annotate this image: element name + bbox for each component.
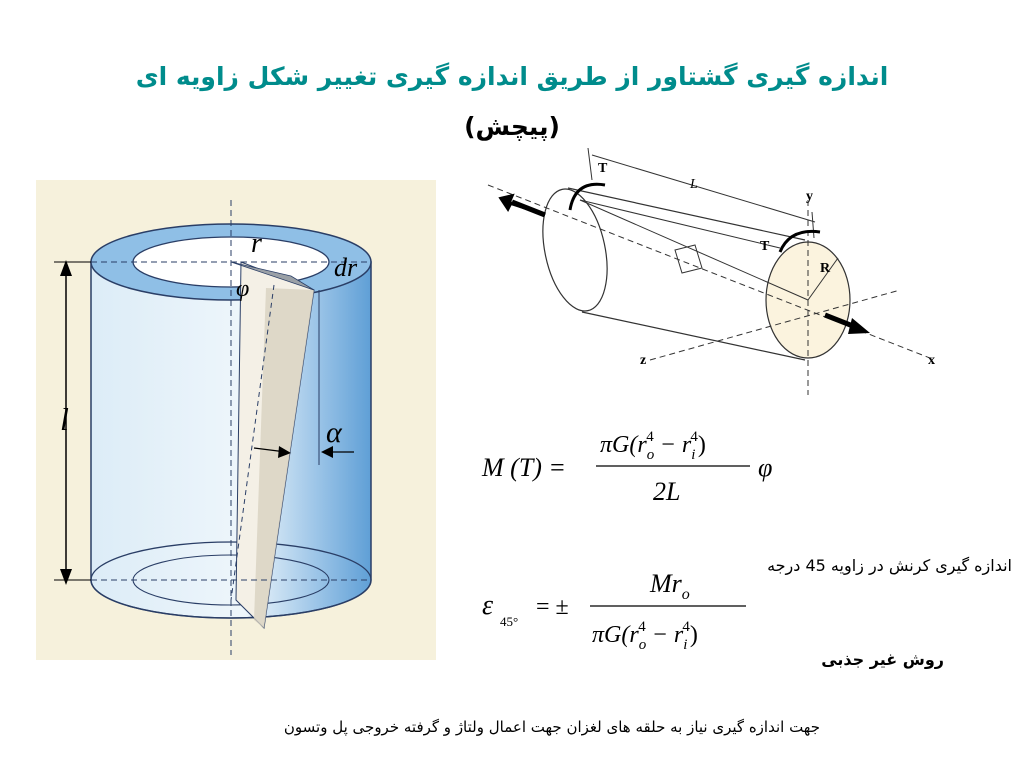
shaft-left-end (533, 183, 617, 317)
eq1-mid: − r (653, 432, 692, 458)
label-x: x (928, 353, 935, 368)
eq2-den-end: ) (689, 622, 698, 648)
torque-equation (478, 418, 798, 518)
eq2-lhs-sub: 45° (500, 614, 519, 629)
eq2-lhs: ε (482, 590, 494, 621)
label-dr: dr (334, 253, 358, 282)
length-dimension-line (592, 155, 815, 222)
eq2-den-sup-4a: 4 (638, 619, 646, 635)
eq2-den-sup-4b: 4 (682, 619, 690, 635)
length-tick-right (812, 212, 814, 238)
label-y: y (806, 189, 813, 204)
shaft-torque-figure (480, 140, 950, 400)
eq1-sup-4a: 4 (646, 429, 654, 445)
label-alpha: α (326, 416, 342, 449)
label-T-top: T (598, 161, 608, 176)
eq2-numerator: Mr (650, 569, 682, 598)
eq2-den-sub-i: i (683, 637, 688, 653)
eq1-sub-i: i (691, 447, 696, 463)
label-z: z (640, 353, 647, 368)
eq2-denominator-group (592, 619, 698, 653)
title-line-1: اندازه گیری گشتاور از طریق اندازه گیری تغییر شکل زاویه ای (135, 62, 889, 91)
eq2-den-sub-o: o (638, 637, 647, 653)
force-arrowhead-right (848, 318, 870, 334)
length-tick-left (588, 148, 592, 180)
label-l: l (60, 401, 69, 437)
eq1-denominator: 2L (653, 477, 681, 506)
eq1-lhs: M (T) = (482, 453, 566, 482)
non-adhesive-method-label: روش غیر جذبی (821, 650, 944, 669)
force-arrow-left-shaft (512, 202, 545, 215)
label-R: R (820, 261, 831, 276)
eq2-numerator-group (649, 569, 690, 603)
strain-45-note: اندازه گیری کرنش در زاویه 45 درجه (767, 556, 1012, 575)
eq1-num-end: ) (697, 432, 706, 458)
footer-note: جهت اندازه گیری نیاز به حلقه های لغزان جهت اعمال ولتاژ و گرفته خروجی پل وتسون (283, 718, 820, 736)
eq1-numerator: πG(r (600, 432, 647, 458)
label-r: r (251, 228, 262, 259)
eq2-denominator: πG(r (592, 622, 639, 648)
eq2-den-mid: − r (645, 622, 684, 648)
eq2-num-sub: o (681, 586, 690, 603)
eq1-sup-4b: 4 (690, 429, 698, 445)
label-T-bottom: T (760, 239, 770, 254)
eq1-sub-o: o (646, 447, 655, 463)
hollow-cylinder-torsion-figure (36, 180, 436, 660)
label-phi: φ (236, 276, 250, 302)
label-L: L (690, 177, 698, 192)
page-title (60, 52, 964, 152)
eq1-rhs: φ (758, 453, 773, 482)
eq1-numerator-group (600, 429, 706, 463)
strain-equation (478, 556, 778, 660)
title-line-2: (پیچش) (464, 112, 560, 141)
eq2-eq: = ± (536, 594, 569, 620)
